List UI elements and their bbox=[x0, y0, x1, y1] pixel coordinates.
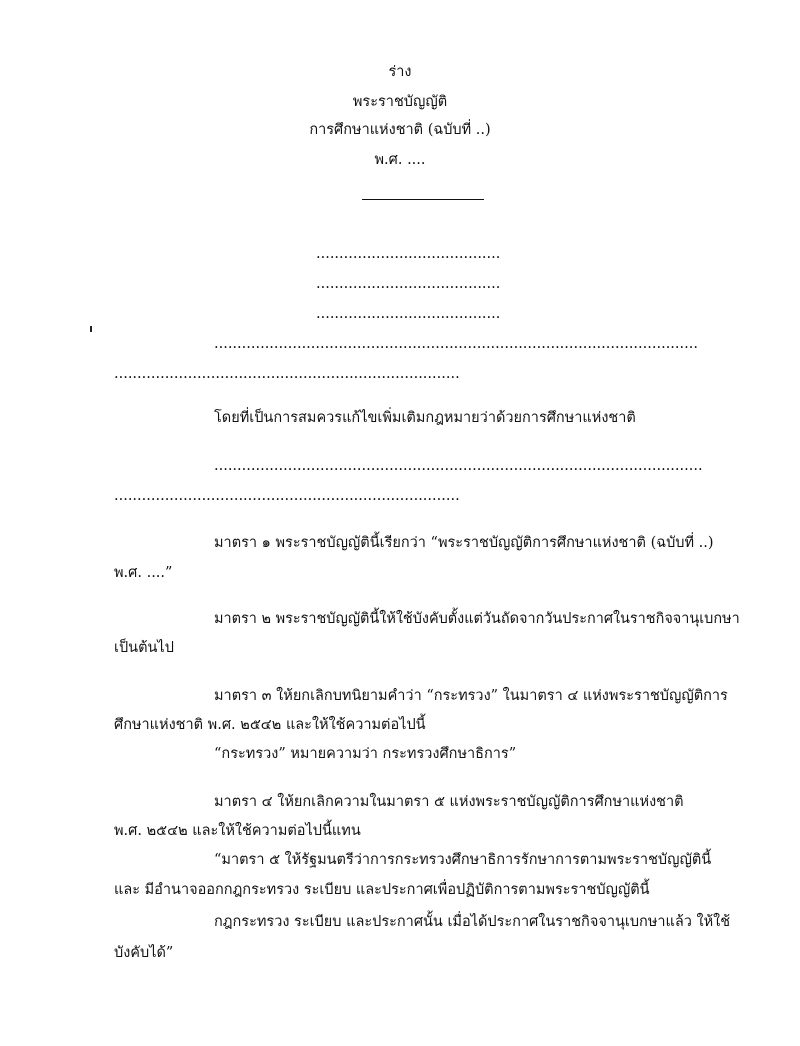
section-3-line3: “กระทรวง” หมายความว่า กระทรวงศึกษาธิการ” bbox=[214, 746, 517, 762]
preamble-para2-line1: .......................................................................................................... bbox=[214, 458, 703, 474]
section-4-line4: และ มีอำนาจออกกฎกระทรวง ระเบียบ และประกาศเพื่อปฏิบัติการตามพระราชบัญญัตินี้ bbox=[114, 882, 650, 898]
preamble-para2-line2: ........................................................................... bbox=[114, 488, 460, 504]
preamble-para1-line2: ........................................................................... bbox=[114, 366, 460, 382]
section-1-line2: พ.ศ. ....” bbox=[114, 565, 173, 581]
stray-mark bbox=[90, 326, 92, 332]
section-2-line2: เป็นต้นไป bbox=[114, 640, 174, 656]
section-4-line1: มาตรา ๔ ให้ยกเลิกความในมาตรา ๕ แห่งพระราชบัญญัติการศึกษาแห่งชาติ bbox=[214, 794, 684, 810]
header-divider bbox=[362, 199, 484, 200]
section-1-line1: มาตรา ๑ พระราชบัญญัตินี้เรียกว่า “พระราชบัญญัติการศึกษาแห่งชาติ (ฉบับที่ ..) bbox=[214, 535, 714, 551]
act-year: พ.ศ. .... bbox=[374, 152, 426, 168]
section-4-line5: กฎกระทรวง ระเบียบ และประกาศนั้น เมื่อได้ประกาศในราชกิจจานุเบกษาแล้ว ให้ใช้ bbox=[214, 914, 731, 930]
act-subtitle: การศึกษาแห่งชาติ (ฉบับที่ ..) bbox=[309, 122, 491, 138]
act-title: พระราชบัญญัติ bbox=[352, 94, 448, 110]
preamble-para1-line1: ......................................................................................................... bbox=[214, 336, 698, 352]
section-4-line2: พ.ศ. ๒๕๔๒ และให้ใช้ความต่อไปนี้แทน bbox=[114, 823, 361, 839]
section-3-line1: มาตรา ๓ ให้ยกเลิกบทนิยามคำว่า “กระทรวง” ในมาตรา ๔ แห่งพระราชบัญญัติการ bbox=[214, 688, 728, 704]
preamble-blank-1: ........................................ bbox=[316, 246, 501, 262]
section-4-line3: “มาตรา ๕ ให้รัฐมนตรีว่าการกระทรวงศึกษาธิการรักษาการตามพระราชบัญญัตินี้ bbox=[214, 852, 712, 868]
preamble-reason: โดยที่เป็นการสมควรแก้ไขเพิ่มเติมกฎหมายว่าด้วยการศึกษาแห่งชาติ bbox=[214, 410, 636, 426]
draft-label: ร่าง bbox=[388, 64, 412, 80]
section-4-line6: บังคับได้” bbox=[114, 945, 174, 961]
section-2-line1: มาตรา ๒ พระราชบัญญัตินี้ให้ใช้บังคับตั้งแต่วันถัดจากวันประกาศในราชกิจจานุเบกษา bbox=[214, 611, 740, 627]
section-3-line2: ศึกษาแห่งชาติ พ.ศ. ๒๕๔๒ และให้ใช้ความต่อไปนี้ bbox=[114, 717, 426, 733]
preamble-blank-3: ........................................ bbox=[316, 306, 501, 322]
preamble-blank-2: ........................................ bbox=[316, 276, 501, 292]
